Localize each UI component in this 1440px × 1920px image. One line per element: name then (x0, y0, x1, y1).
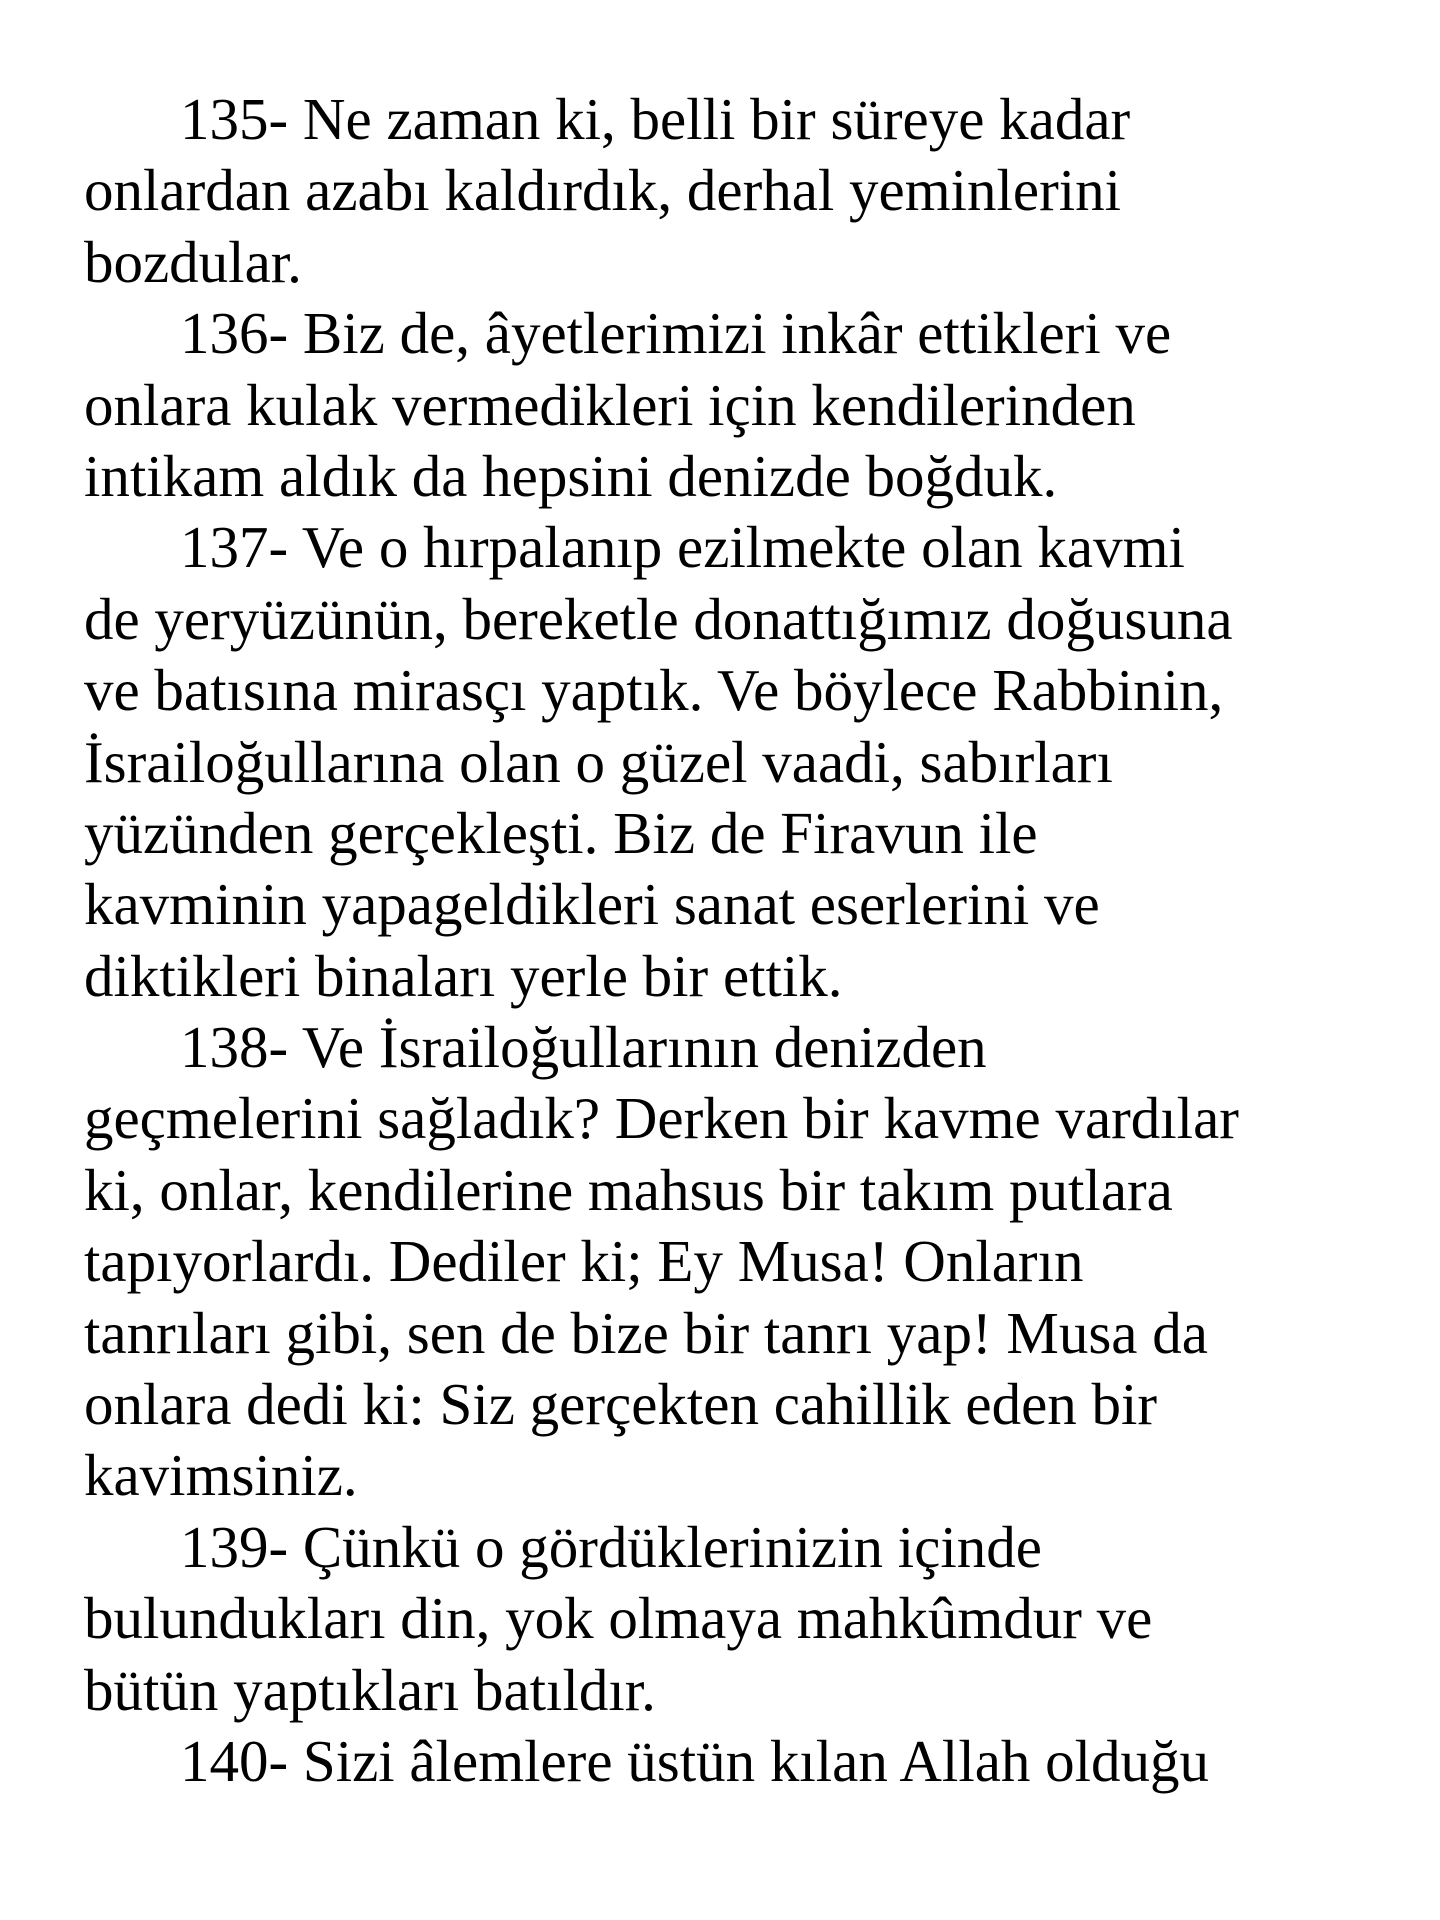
verse-136-line-1: 136- Biz de, âyetlerimizi inkâr ettikleri ve (180, 300, 1172, 367)
verse-139-line-3: bütün yaptıkları batıldır. (84, 1656, 656, 1723)
verse-137-line-4: İsrailoğullarına olan o güzel vaadi, sabırları (84, 728, 1113, 795)
verse-137-line-3: ve batısına mirasçı yaptık. Ve böylece Rabbinin, (84, 657, 1224, 724)
verse-136-line-2: onlara kulak vermedikleri için kendilerinden (84, 371, 1136, 438)
verse-135-line-1: 135- Ne zaman ki, belli bir süreye kadar (180, 86, 1131, 152)
verse-138-line-6: onlara dedi ki: Siz gerçekten cahillik eden bir (84, 1371, 1158, 1438)
verse-137-line-5: yüzünden gerçekleşti. Biz de Firavun ile (84, 799, 1038, 866)
document-page (84, 84, 1384, 1797)
verse-138-line-4: tapıyorlardı. Dediler ki; Ey Musa! Onların (84, 1228, 1084, 1295)
verse-140-line-1: 140- Sizi âlemlere üstün kılan Allah olduğu (180, 1727, 1210, 1794)
verse-135-line-3: bozdular. (84, 228, 302, 295)
verse-136-line-3: intikam aldık da hepsini denizde boğduk. (84, 442, 1058, 509)
verse-137-line-7: diktikleri binaları yerle bir ettik. (84, 942, 843, 1009)
verse-138-line-5: tanrıları gibi, sen de bize bir tanrı yap! Musa da (84, 1299, 1208, 1366)
verse-137-line-6: kavminin yapageldikleri sanat eserlerini ve (84, 871, 1100, 938)
verse-138-line-3: ki, onlar, kendilerine mahsus bir takım putlara (84, 1156, 1173, 1223)
verse-139-line-2: bulundukları din, yok olmaya mahkûmdur ve (84, 1585, 1153, 1652)
verse-137-line-2: de yeryüzünün, bereketle donattığımız doğusuna (84, 585, 1233, 652)
verse-135-line-2: onlardan azabı kaldırdık, derhal yeminlerini (84, 157, 1122, 224)
verse-138-line-2: geçmelerini sağladık? Derken bir kavme vardılar (84, 1085, 1239, 1152)
verse-139-line-1: 139- Çünkü o gördüklerinizin içinde (180, 1513, 1042, 1580)
verse-138-line-1: 138- Ve İsrailoğullarının denizden (180, 1014, 987, 1081)
verse-137-line-1: 137- Ve o hırpalanıp ezilmekte olan kavmi (180, 514, 1185, 581)
verse-138-line-7: kavimsiniz. (84, 1442, 358, 1509)
